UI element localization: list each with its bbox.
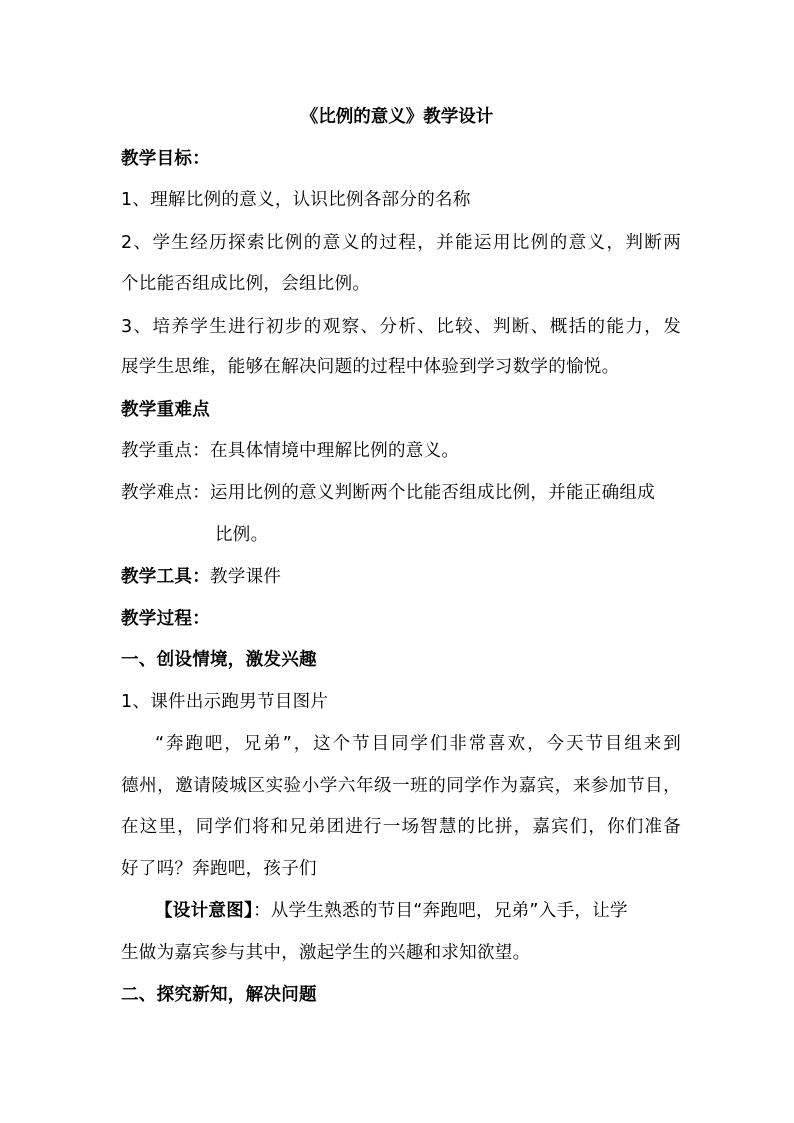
design-intent-text-line-1: ：从学生熟悉的节目“奔跑吧，兄弟”入手，让学 [253, 901, 628, 921]
paragraph-1-line-4: 好了吗？奔跑吧，孩子们 [121, 859, 317, 879]
difficulty-row [121, 481, 681, 505]
key-point-label: 教学重点： [121, 441, 210, 461]
key-point-row [121, 439, 681, 463]
paragraph-1-line-1: “奔跑吧，兄弟”，这个节目同学们非常喜欢，今天节目组来到 [155, 734, 681, 754]
objective-3-line-1: 3、培养学生进行初步的观察、分析、比较、判断、概括的能力，发 [121, 317, 681, 337]
document-title: 《比例的意义》教学设计 [300, 107, 494, 127]
objective-2-line-1: 2、学生经历探索比例的意义的过程，并能运用比例的意义，判断两 [121, 233, 681, 253]
design-intent-label: 【设计意图】 [155, 901, 254, 921]
difficulty-label: 教学难点： [121, 483, 210, 503]
section-2-heading: 二、探究新知，解决问题 [121, 985, 317, 1005]
process-heading: 教学过程： [121, 609, 210, 629]
objectives-heading: 教学目标： [121, 149, 210, 169]
paragraph-1-line-3: 在这里，同学们将和兄弟团进行一场智慧的比拼，嘉宾们，你们准备 [121, 817, 681, 837]
tools-text: 教学课件 [210, 567, 282, 587]
design-intent-row [155, 899, 681, 923]
objective-2-line-2: 个比能否组成比例，会组比例。 [121, 274, 371, 294]
difficulty-text-line-1: 运用比例的意义判断两个比能否组成比例，并能正确组成 [210, 483, 655, 503]
section-1-heading: 一、创设情境，激发兴趣 [121, 650, 317, 670]
paragraph-1-line-2: 德州，邀请陵城区实验小学六年级一班的同学作为嘉宾，来参加节目， [121, 776, 681, 796]
tools-label: 教学工具： [121, 567, 210, 587]
difficulty-text-line-2: 比例。 [215, 525, 269, 545]
step-1: 1、课件出示跑男节目图片 [121, 692, 329, 712]
objective-3-line-2: 展学生思维，能够在解决问题的过程中体验到学习数学的愉悦。 [121, 357, 620, 377]
objective-1: 1、理解比例的意义，认识比例各部分的名称 [121, 190, 471, 210]
tools-row [121, 565, 681, 589]
key-points-heading: 教学重难点 [121, 400, 210, 420]
design-intent-text-line-2: 生做为嘉宾参与其中，激起学生的兴趣和求知欲望。 [121, 943, 531, 963]
key-point-text: 在具体情境中理解比例的意义。 [210, 441, 460, 461]
